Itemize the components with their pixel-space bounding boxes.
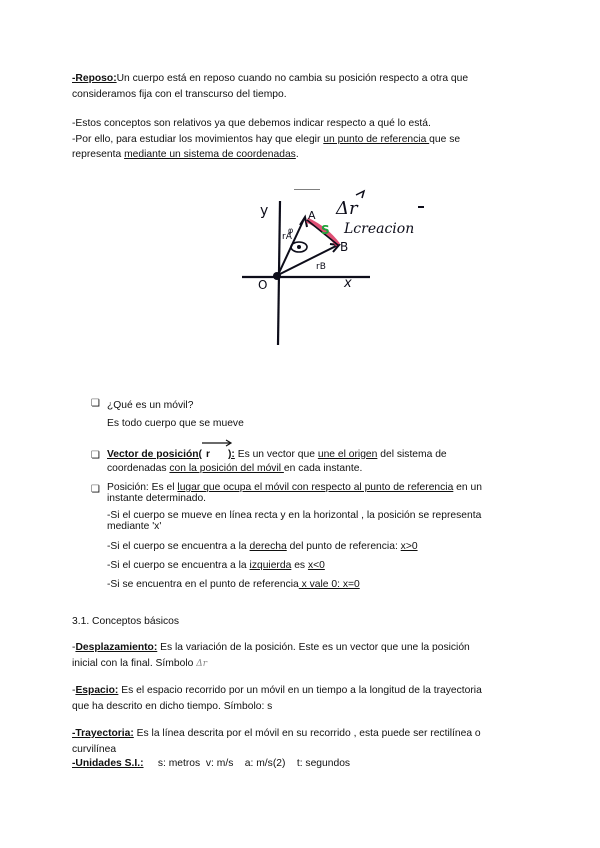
trayectoria-text: Es la línea descrita por el móvil en su recorrido , esta puede ser rectilínea o: [133, 728, 481, 739]
reposo-term: -Reposo:: [72, 73, 117, 84]
vector-item: [107, 448, 525, 476]
posicion-sub1: [107, 510, 525, 532]
espacio-paragraph: [72, 683, 524, 714]
trayectoria-paragraph: [72, 726, 524, 757]
posicion-line2: instante determinado.: [107, 493, 207, 504]
unidades-term: -Unidades S.I.:: [72, 758, 144, 769]
lugar-link: lugar que ocupa el móvil con respecto al punto de referencia: [177, 482, 454, 493]
checkbox-bullet-icon: ❏: [91, 398, 100, 409]
movil-answer: Es todo cuerpo que se mueve: [107, 418, 244, 429]
relativos-line2-text: -Por ello, para estudiar los movimientos hay que elegir: [72, 133, 324, 145]
vector-line2-end: en cada instante.: [283, 463, 363, 474]
relativos-line1: -Estos conceptos son relativos ya que debemos indicar respecto a qué lo está.: [72, 118, 431, 129]
label-phi: φ: [288, 226, 294, 235]
posicion-item4: -Si se encuentra en el punto de referencia: [107, 579, 299, 590]
izquierda-link: izquierda: [249, 560, 292, 571]
posicion-tail: en un: [453, 482, 482, 493]
desplazamiento-term: Desplazamiento:: [75, 642, 158, 653]
posicion-lead: Posición: Es el: [107, 482, 178, 493]
relativos-line3-text: representa: [72, 149, 125, 160]
desplazamiento-paragraph: [72, 640, 524, 672]
reposo-paragraph: [72, 71, 524, 102]
posicion-sub4: [107, 578, 525, 591]
label-y: y: [260, 203, 269, 219]
vector-text: Es un vector que: [234, 449, 318, 460]
x-positive-value: x>0: [400, 541, 418, 552]
vector-line2-text: coordenadas: [107, 463, 170, 474]
relativos-paragraph: [72, 116, 524, 163]
desplazamiento-dash: -: [72, 642, 76, 653]
espacio-term: Espacio:: [75, 685, 119, 696]
vector-term: Vector de posición(: [107, 449, 202, 460]
x-zero-value: x vale 0: x=0: [298, 579, 360, 590]
posicion-item: [107, 482, 525, 504]
trayectoria-line2: curvilínea: [72, 743, 117, 755]
angle-mark-center: [297, 245, 301, 249]
label-o: O: [258, 278, 268, 292]
posicion-item2: -Si el cuerpo se encuentra a la: [107, 541, 250, 552]
espacio-text: Es el espacio recorrido por un móvil en un tiempo a la longitud de la trayectoria: [118, 685, 482, 696]
posicion-movil-link: con la posición del móvil: [169, 463, 284, 474]
movil-question: ¿Qué es un móvil?: [107, 400, 194, 411]
posicion-item1-line2: mediante 'x': [107, 521, 162, 532]
une-origen-link: une el origen: [317, 449, 378, 460]
label-x: x: [344, 276, 352, 291]
vector-term-end: ):: [227, 449, 235, 460]
posicion-item2-b: del punto de referencia:: [286, 541, 401, 552]
trayectoria-term: -Trayectoria:: [72, 728, 134, 739]
espacio-dash: -: [72, 685, 76, 696]
label-b: B: [340, 240, 349, 254]
checkbox-bullet-icon: ❏: [91, 484, 100, 495]
reposo-text: Un cuerpo está en reposo cuando no cambia su posición respecto a otra que: [116, 73, 469, 84]
relativos-line3-end: .: [295, 149, 299, 160]
reposo-text-line2: consideramos fija con el transcurso del tiempo.: [72, 88, 287, 100]
posicion-sub3: [107, 559, 525, 572]
label-handwriting: Lcreacion: [344, 221, 415, 237]
checkbox-bullet-icon: ❏: [91, 450, 100, 461]
posicion-item1: -Si el cuerpo se mueve en línea recta y en la horizontal , la posición se representa: [107, 510, 482, 521]
vector-rb: [278, 245, 338, 275]
vector-text-end: del sistema de: [377, 449, 447, 460]
desplazamiento-text: Es la variación de la posición. Este es un vector que une la posición: [157, 642, 470, 653]
delta-r-symbol: Δr: [196, 658, 208, 669]
label-ra: rA: [282, 232, 292, 242]
relativos-line2-end: que se: [429, 133, 461, 145]
section-title: 3.1. Conceptos básicos: [72, 616, 180, 627]
unidades-paragraph: [72, 756, 524, 772]
label-s: S: [321, 223, 330, 237]
arrow-over-icon: [200, 437, 236, 449]
label-rb: rB: [316, 262, 326, 272]
x-negative-value: x<0: [307, 560, 325, 571]
unidades-text: s: metros v: m/s a: m/s(2) t: segundos: [143, 758, 351, 769]
coordinate-sketch: [204, 189, 428, 367]
posicion-item3: -Si el cuerpo se encuentra a la: [107, 560, 250, 571]
posicion-sub2: [107, 540, 525, 553]
punto-referencia-link: un punto de referencia: [323, 133, 430, 145]
vector-symbol: [202, 448, 228, 462]
label-delta-r: Δr: [336, 198, 358, 219]
delta-r-arrow: [356, 191, 364, 198]
espacio-line2: que ha descrito en dicho tiempo. Símbolo: s: [72, 700, 273, 712]
desplazamiento-line2: inicial con la final. Símbolo: [72, 657, 194, 669]
vector-symbol-letter: r: [205, 449, 210, 460]
derecha-link: derecha: [249, 541, 287, 552]
posicion-item3-b: es: [291, 560, 308, 571]
label-a: A: [308, 209, 316, 222]
sistema-coordenadas-link: mediante un sistema de coordenadas: [124, 149, 296, 160]
coordinate-figure: [204, 189, 428, 367]
movil-item: [107, 397, 525, 433]
